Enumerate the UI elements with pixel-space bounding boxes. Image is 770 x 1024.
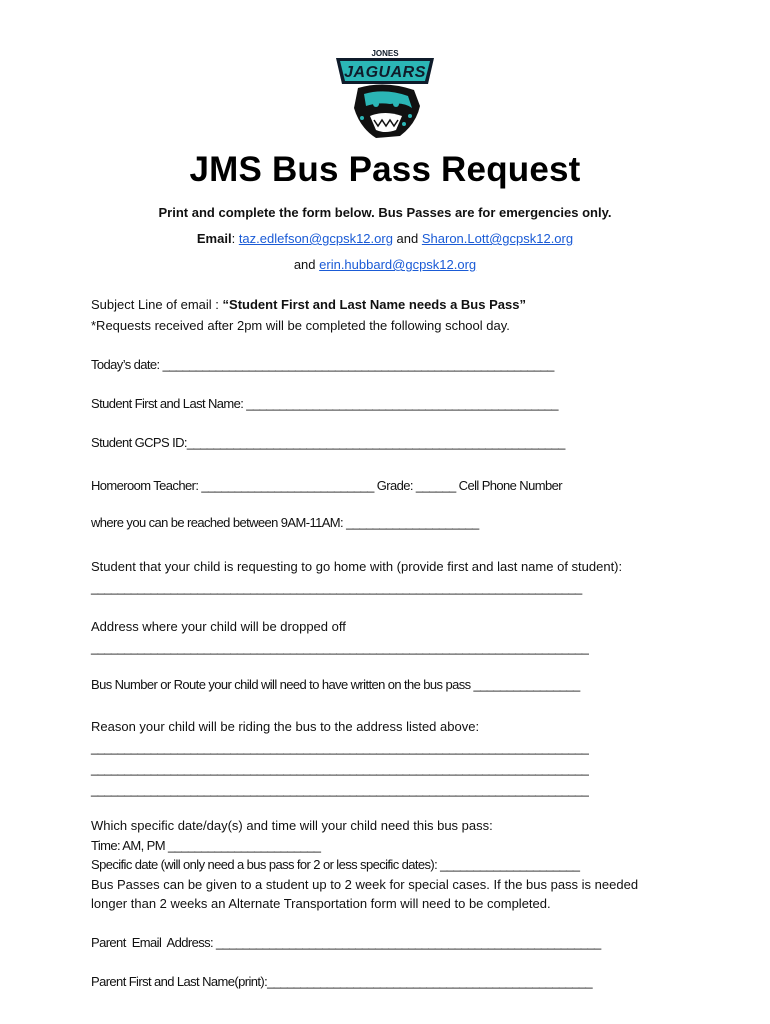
homeroom-grade-field[interactable]: Homeroom Teacher: __________________________ Grade: ______ Cell Phone Number — [91, 478, 562, 493]
logo-top-text: JONES — [371, 49, 399, 58]
logo-main-text: JAGUARS — [344, 64, 426, 81]
email-link-edlefson[interactable]: taz.edlefson@gcpsk12.org — [238, 231, 393, 246]
email-link-hubbard[interactable]: erin.hubbard@gcpsk12.org — [319, 257, 477, 272]
address-label: Address where your child will be dropped off — [91, 619, 346, 634]
page-title: JMS Bus Pass Request — [189, 150, 581, 189]
parent-name-field[interactable]: Parent First and Last Name(print):_________________________________________________ — [91, 974, 592, 989]
address-field[interactable]: ___________________________________________________________________________ — [91, 640, 589, 655]
jones-jaguars-logo — [330, 44, 440, 140]
intro-text: Print and complete the form below. Bus Passes are for emergencies only. — [158, 205, 612, 220]
student-name-field[interactable]: Student First and Last Name: _______________________________________________ — [91, 396, 558, 411]
subject-line — [91, 297, 526, 312]
reason-label: Reason your child will be riding the bus to the address listed above: — [91, 719, 480, 734]
email-link-lott[interactable]: Sharon.Lott@gcpsk12.org — [421, 231, 574, 246]
email-and-1: and — [392, 231, 422, 246]
email-line: Email: taz.edlefson@gcpsk12.org and Sharon.Lott@gcpsk12.org — [196, 231, 574, 246]
subject-text: “Student First and Last Name needs a Bus Pass” — [222, 297, 526, 312]
subject-prefix: Subject Line of email : — [91, 297, 223, 312]
email-line-2 — [0, 257, 770, 272]
bus-number-field[interactable]: Bus Number or Route your child will need to have written on the bus pass ________________ — [91, 677, 580, 692]
gcps-id-field[interactable]: Student GCPS ID:_________________________________________________________ — [91, 435, 565, 450]
go-home-with-field[interactable]: __________________________________________________________________________ — [91, 580, 582, 595]
todays-date-field[interactable]: Today’s date: ___________________________________________________________ — [91, 357, 554, 372]
reason-field-3[interactable]: ___________________________________________________________________________ — [91, 782, 589, 797]
policy-text-2: longer than 2 weeks an Alternate Transportation form will need to be completed. — [91, 896, 551, 911]
parent-email-field[interactable]: Parent Email Address: __________________________________________________________ — [91, 935, 601, 950]
which-dates-label: Which specific date/day(s) and time will your child need this bus pass: — [91, 818, 493, 833]
go-home-with-label: Student that your child is requesting to go home with (provide first and last name of student): — [91, 559, 623, 574]
policy-text-1: Bus Passes can be given to a student up to 2 week for special cases. If the bus pass is needed — [91, 877, 639, 892]
reason-field-1[interactable]: ___________________________________________________________________________ — [91, 740, 589, 755]
reason-field-2[interactable]: ___________________________________________________________________________ — [91, 761, 589, 776]
reach-time-field[interactable]: where you can be reached between 9AM-11AM: ____________________ — [91, 515, 479, 530]
specific-date-field[interactable]: Specific date (will only need a bus pass for 2 or less specific dates): _____________________ — [91, 857, 580, 872]
email-and-2: and — [293, 257, 320, 272]
deadline-note: *Requests received after 2pm will be completed the following school day. — [91, 318, 510, 333]
time-field[interactable]: Time: AM, PM _______________________ — [91, 838, 321, 853]
email-label: Email — [196, 231, 232, 246]
